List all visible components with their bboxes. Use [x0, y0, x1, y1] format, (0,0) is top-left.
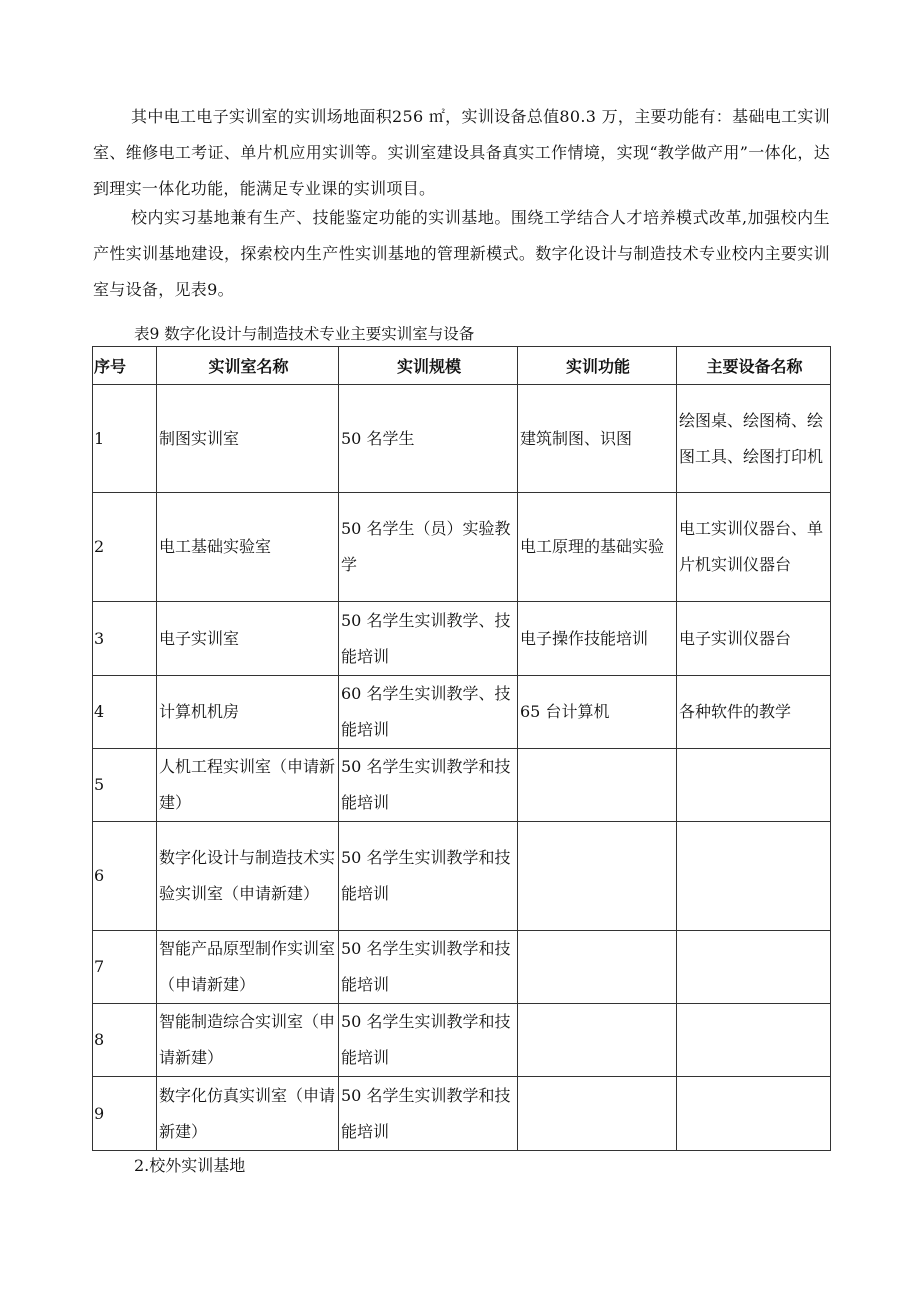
table-caption: 表9 数字化设计与制造技术专业主要实训室与设备	[134, 325, 475, 343]
table-row	[93, 822, 831, 931]
cell-function	[518, 1004, 677, 1077]
cell-equipment: 绘图桌、绘图椅、绘图工具、绘图打印机	[677, 385, 831, 493]
cell-index: 5	[93, 749, 157, 822]
cell-function: 电工原理的基础实验	[518, 493, 677, 602]
cell-scale: 50 名学生实训教学和技能培训	[339, 931, 518, 1004]
cell-index: 9	[93, 1077, 157, 1151]
cell-index: 4	[93, 676, 157, 749]
cell-function	[518, 1077, 677, 1151]
cell-function: 电子操作技能培训	[518, 602, 677, 676]
header-function: 实训功能	[518, 347, 677, 385]
table-row	[93, 931, 831, 1004]
paragraph-lab-overview: 其中电工电子实训室的实训场地面积256 ㎡，实训设备总值80.3 万，主要功能有：基础电工实训室、维修电工考证、单片机应用实训等。实训室建设具备真实工作情境，实现“教学做产用”一体化，达到理实一体化功能，能满足专业课的实训项目。	[93, 107, 830, 198]
table-row	[93, 385, 831, 493]
cell-scale: 50 名学生实训教学和技能培训	[339, 749, 518, 822]
cell-equipment: 电子实训仪器台	[677, 602, 831, 676]
table-row	[93, 1077, 831, 1151]
cell-equipment	[677, 749, 831, 822]
cell-scale: 60 名学生实训教学、技能培训	[339, 676, 518, 749]
cell-function	[518, 822, 677, 931]
header-lab-name: 实训室名称	[157, 347, 339, 385]
cell-equipment	[677, 1077, 831, 1151]
table-row	[93, 676, 831, 749]
cell-index: 7	[93, 931, 157, 1004]
cell-lab-name: 电工基础实验室	[157, 493, 339, 602]
table-row	[93, 602, 831, 676]
cell-equipment: 各种软件的教学	[677, 676, 831, 749]
cell-index: 8	[93, 1004, 157, 1077]
cell-index: 1	[93, 385, 157, 493]
cell-index: 6	[93, 822, 157, 931]
table-row	[93, 493, 831, 602]
cell-function	[518, 931, 677, 1004]
cell-scale: 50 名学生实训教学和技能培训	[339, 1004, 518, 1077]
cell-lab-name: 人机工程实训室（申请新建）	[157, 749, 339, 822]
cell-scale: 50 名学生实训教学、技能培训	[339, 602, 518, 676]
cell-lab-name: 数字化设计与制造技术实验实训室（申请新建）	[157, 822, 339, 931]
cell-scale: 50 名学生	[339, 385, 518, 493]
cell-scale: 50 名学生实训教学和技能培训	[339, 1077, 518, 1151]
cell-lab-name: 制图实训室	[157, 385, 339, 493]
cell-lab-name: 数字化仿真实训室（申请新建）	[157, 1077, 339, 1151]
cell-lab-name: 智能产品原型制作实训室（申请新建）	[157, 931, 339, 1004]
table-row	[93, 1004, 831, 1077]
cell-lab-name: 智能制造综合实训室（申请新建）	[157, 1004, 339, 1077]
cell-lab-name: 计算机机房	[157, 676, 339, 749]
table-header-row	[93, 347, 831, 385]
cell-equipment: 电工实训仪器台、单片机实训仪器台	[677, 493, 831, 602]
cell-lab-name: 电子实训室	[157, 602, 339, 676]
cell-scale: 50 名学生实训教学和技能培训	[339, 822, 518, 931]
cell-equipment	[677, 1004, 831, 1077]
cell-function: 65 台计算机	[518, 676, 677, 749]
table-row	[93, 749, 831, 822]
header-index: 序号	[93, 347, 157, 385]
cell-equipment	[677, 822, 831, 931]
header-scale: 实训规模	[339, 347, 518, 385]
cell-index: 2	[93, 493, 157, 602]
section-heading-offcampus: 2.校外实训基地	[134, 1156, 246, 1175]
cell-function: 建筑制图、识图	[518, 385, 677, 493]
paragraph-base-description: 校内实习基地兼有生产、技能鉴定功能的实训基地。围绕工学结合人才培养模式改革,加强校内生产性实训基地建设，探索校内生产性实训基地的管理新模式。数字化设计与制造技术专业校内主要实训室与设备，见表9。	[93, 208, 830, 299]
cell-function	[518, 749, 677, 822]
labs-table	[92, 346, 831, 1151]
cell-equipment	[677, 931, 831, 1004]
header-equipment: 主要设备名称	[677, 347, 831, 385]
cell-index: 3	[93, 602, 157, 676]
cell-scale: 50 名学生（员）实验教学	[339, 493, 518, 602]
